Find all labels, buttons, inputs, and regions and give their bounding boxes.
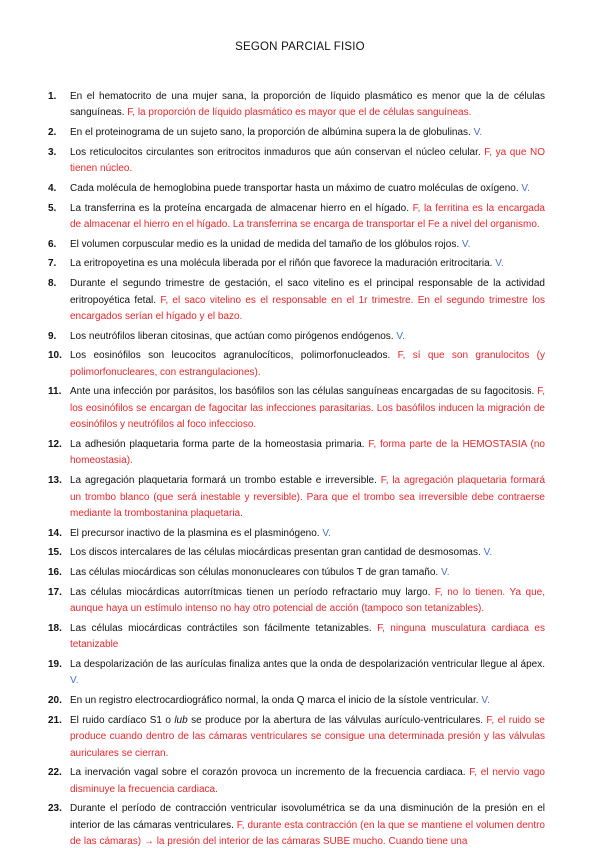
answer-text: F, el ruido se produce cuando dentro de las cámaras ventriculares se consigue una determinada presión y las válvulas auriculares se cierran. <box>70 714 545 759</box>
question-number: 12. <box>48 438 62 450</box>
question-text-italic: lub <box>174 714 188 726</box>
question-item <box>0 329 600 345</box>
question-number: 23. <box>48 803 62 815</box>
page-title: SEGON PARCIAL FISIO <box>235 41 365 53</box>
question-item <box>0 565 600 581</box>
question-number: 17. <box>48 586 62 598</box>
question-item <box>0 473 600 522</box>
answer-text: F, el saco vitelino es el responsable en el 1r trimestre. En el segundo trimestre los encargados serían el hígado y el bazo. <box>70 294 545 322</box>
question-number: 8. <box>48 278 57 290</box>
answer-text: F, sí que son granulocitos (y polimorfonucleares, con estrangulaciones). <box>70 350 545 378</box>
question-number: 2. <box>48 127 57 139</box>
answer-text: V. <box>440 567 450 579</box>
answer-text: F, la ferritina es la encargada de almacenar el hierro en el hígado. La transferrina se encarga de transportar el Fe a nivel del organismo. <box>70 202 545 231</box>
question-number: 10. <box>48 350 62 362</box>
question-item <box>0 693 600 709</box>
question-list <box>0 89 600 848</box>
question-text: Ante una infección por parásitos, los basófilos son las células sanguíneas encargadas de su fagocitosis. <box>70 386 535 398</box>
question-item <box>0 237 600 253</box>
question-text: La transferrina es la proteína encargada de almacenar hierro en el hígado. <box>70 202 410 214</box>
question-text: Los discos intercalares de las células miocárdicas presentan gran cantidad de desmosomas. <box>70 547 481 559</box>
question-text: En el hematocrito de una mujer sana, la proporción de líquido plasmático es menor que la de células sanguíneas. <box>70 91 545 119</box>
question-text: La adhesión plaquetaria forma parte de la homeostasia primaria. <box>70 438 365 450</box>
question-item <box>0 256 600 272</box>
answer-text: V. <box>322 527 331 539</box>
question-text: Durante el período de contracción ventricular isovolumétrica se da una disminución de la presión en el interior de las cámaras ventriculares. <box>70 803 545 831</box>
answer-text: F, los eosinófilos se encargan de fagocitar las infecciones parasitarias. Los basófilos inducen la migración de eosinófilos y neutrófilos al foco infeccioso. <box>70 386 545 431</box>
question-number: 22. <box>48 767 62 779</box>
question-number: 9. <box>48 330 57 342</box>
answer-text: V. <box>461 238 471 250</box>
question-number: 5. <box>48 202 57 214</box>
question-text-start: El ruido cardíaco S1 o <box>70 714 175 726</box>
answer-text: V. <box>483 547 493 559</box>
question-text: La despolarización de las aurículas finaliza antes que la onda de despolarización ventricular llegue al ápex. <box>70 658 545 670</box>
question-item <box>0 348 600 381</box>
question-number: 14. <box>48 527 62 539</box>
answer-text: V. <box>396 330 405 342</box>
question-text: Las células miocárdicas son células mononucleares con túbulos T de gran tamaño. <box>70 567 439 579</box>
question-text: Durante el segundo trimestre de gestación, el saco vitelino es el principal responsable de la actividad eritropoyética fetal. <box>70 278 545 306</box>
answer-text: F, forma parte de la HEMOSTASIA (no homeostasia). <box>70 438 545 467</box>
question-number: 7. <box>48 258 57 270</box>
answer-text: F, la agregación plaquetaria formará un trombo blanco (que será inestable y reversible). Para que el trombo sea irreversible debe contraerse mediante la trombostanina plaquetaria. <box>70 475 545 519</box>
answer-text: V. <box>495 258 504 270</box>
answer-text: F, ya que NO tienen núcleo. <box>70 146 546 175</box>
question-item <box>0 545 600 561</box>
question-item <box>0 89 600 122</box>
question-text: El precursor inactivo de la plasmina es el plasminógeno. <box>70 527 320 539</box>
question-item <box>0 765 600 798</box>
question-item <box>0 526 600 542</box>
question-text: La inervación vagal sobre el corazón provoca un incremento de la frecuencia cardiaca. <box>70 767 466 779</box>
question-text: En el proteinograma de un sujeto sano, la proporción de albúmina supera la de globulinas. <box>70 127 471 139</box>
question-item <box>0 181 600 197</box>
question-item <box>0 657 600 690</box>
question-number: 20. <box>48 695 62 707</box>
question-number: 3. <box>48 146 57 158</box>
question-text: Las células miocárdicas contráctiles son fácilmente tetanizables. <box>70 622 372 634</box>
question-number: 21. <box>48 714 62 726</box>
answer-text: V. <box>481 695 490 707</box>
question-item <box>0 201 600 234</box>
question-number: 6. <box>48 238 57 250</box>
question-number: 13. <box>48 475 62 487</box>
question-number: 4. <box>48 182 57 194</box>
question-item <box>0 145 600 178</box>
question-item <box>0 125 600 141</box>
question-item <box>0 276 600 325</box>
answer-text: V. <box>473 127 483 139</box>
question-text-end: se produce por la abertura de las válvulas aurículo-ventriculares. <box>187 714 483 726</box>
question-text: Cada molécula de hemoglobina puede transportar hasta un máximo de cuatro moléculas de oxígeno. <box>70 182 519 194</box>
answer-text: F, durante esta contracción (en la que se mantiene el volumen dentro de las cámaras) → la presión del interior de las cámaras SUBE mucho. Cuando tiene una <box>70 819 545 848</box>
question-number: 18. <box>48 622 62 634</box>
answer-text: F, la proporción de líquido plasmático es mayor que el de células sanguíneas. <box>127 107 472 119</box>
question-item <box>0 437 600 470</box>
question-number: 15. <box>48 547 62 559</box>
question-number: 16. <box>48 567 62 579</box>
question-text: La agregación plaquetaria formará un trombo estable e irreversible. <box>70 475 377 487</box>
question-text: El volumen corpuscular medio es la unidad de medida del tamaño de los glóbulos rojos. <box>70 238 460 250</box>
answer-text: F, el nervio vago disminuye la frecuencia cardiaca. <box>70 767 545 795</box>
question-item <box>0 621 600 654</box>
question-item <box>0 801 600 848</box>
question-text: Los eosinófilos son leucocitos agranulocíticos, polimorfonucleados. <box>70 350 391 362</box>
question-item <box>0 384 600 433</box>
question-text: En un registro electrocardiográfico normal, la onda Q marca el inicio de la sístole ventricular. <box>70 695 479 707</box>
answer-text: F, ninguna musculatura cardiaca es tetanizable <box>70 622 545 651</box>
question-number: 11. <box>48 386 62 398</box>
question-number: 1. <box>48 91 57 102</box>
question-number: 19. <box>48 658 62 670</box>
question-text: Los reticulocitos circulantes son eritrocitos inmaduros que aún conservan el núcleo celular. <box>70 146 481 158</box>
question-item <box>0 713 600 762</box>
question-text: Los neutrófilos liberan citosinas, que actúan como pirógenos endógenos. <box>70 330 394 342</box>
question-text: La eritropoyetina es una molécula liberada por el riñón que favorece la maduración eritrocitaria. <box>70 258 493 270</box>
answer-text: F, no lo tienen. Ya que, aunque haya un estímulo intenso no hay otro potencial de acción (tampoco son tetanizables). <box>70 586 546 615</box>
answer-text: V. <box>521 182 530 194</box>
question-text: Las células miocárdicas autorrítmicas tienen un período refractario muy largo. <box>70 586 431 598</box>
question-item <box>0 585 600 618</box>
answer-text: V. <box>70 675 79 687</box>
